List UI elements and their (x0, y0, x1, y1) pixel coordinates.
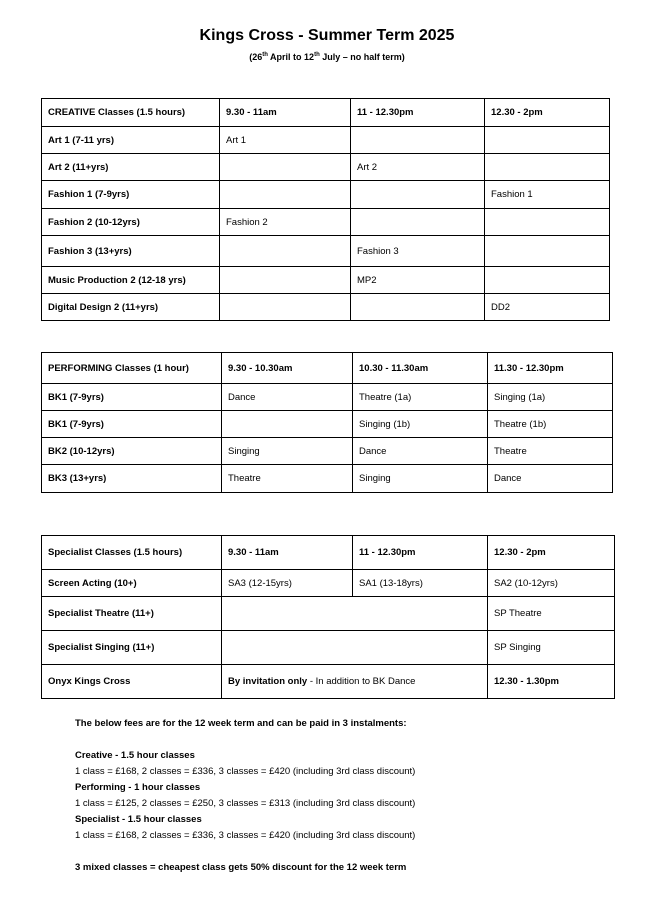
spacer (75, 844, 415, 860)
table-row (42, 465, 613, 493)
table-cell (220, 181, 351, 209)
row-label: Art 2 (11+yrs) (42, 154, 220, 181)
fee-prices: 1 class = £168, 2 classes = £336, 3 classes = £420 (including 3rd class discount) (75, 766, 416, 777)
table-cell: DD2 (485, 294, 610, 321)
row-label: Onyx Kings Cross (42, 665, 222, 699)
row-label: BK1 (7-9yrs) (42, 384, 222, 411)
table-cell (351, 209, 485, 236)
fee-prices: 1 class = £168, 2 classes = £336, 3 classes = £420 (including 3rd class discount) (75, 830, 416, 841)
table-row (42, 236, 610, 267)
column-header: 11 - 12.30pm (351, 99, 485, 127)
fees-intro: The below fees are for the 12 week term and can be paid in 3 instalments: (75, 718, 407, 729)
row-label: Art 1 (7-11 yrs) (42, 127, 220, 154)
table-cell: SA1 (13-18yrs) (353, 570, 488, 597)
invitation-note: - In addition to BK Dance (307, 676, 416, 687)
column-header: 12.30 - 2pm (485, 99, 610, 127)
term-dates-part: April to 12 (267, 52, 315, 62)
table-cell: Art 1 (220, 127, 351, 154)
fee-heading: Creative - 1.5 hour classes (75, 750, 195, 761)
table-cell: SP Singing (488, 631, 615, 665)
table-cell (351, 294, 485, 321)
table-cell: Theatre (1b) (488, 411, 613, 438)
table-cell: Dance (222, 384, 353, 411)
table-cell: Dance (488, 465, 613, 493)
table-row (42, 411, 613, 438)
mixed-discount-note: 3 mixed classes = cheapest class gets 50% discount for the 12 week term (75, 862, 407, 873)
column-header: 11.30 - 12.30pm (488, 353, 613, 384)
table-row (42, 665, 615, 699)
row-label: Fashion 3 (13+yrs) (42, 236, 220, 267)
specialist-classes-table (41, 535, 615, 699)
column-header: Specialist Classes (1.5 hours) (42, 536, 222, 570)
table-row (42, 154, 610, 181)
table-cell: Theatre (488, 438, 613, 465)
row-label: Fashion 2 (10-12yrs) (42, 209, 220, 236)
table-row (42, 597, 615, 631)
row-label: Specialist Singing (11+) (42, 631, 222, 665)
table-cell (485, 154, 610, 181)
table-cell (222, 631, 488, 665)
table-cell: Singing (353, 465, 488, 493)
table-cell (220, 294, 351, 321)
table-cell (351, 127, 485, 154)
row-label: BK2 (10-12yrs) (42, 438, 222, 465)
table-cell (485, 267, 610, 294)
table-cell: SP Theatre (488, 597, 615, 631)
table-cell (220, 236, 351, 267)
fees-section (75, 716, 415, 876)
term-dates-sup: th (314, 52, 320, 58)
table-cell (485, 236, 610, 267)
page-title: Kings Cross - Summer Term 2025 (199, 27, 455, 44)
creative-classes-table (41, 98, 610, 321)
term-dates-sup: th (262, 52, 268, 58)
table-cell: SA2 (10-12yrs) (488, 570, 615, 597)
spacer (75, 732, 415, 748)
table-row (42, 438, 613, 465)
row-label: BK1 (7-9yrs) (42, 411, 222, 438)
table-cell (220, 154, 351, 181)
table-row (42, 631, 615, 665)
table-cell: SA3 (12-15yrs) (222, 570, 353, 597)
table-header-row (42, 353, 613, 384)
table-cell (220, 267, 351, 294)
fee-heading: Specialist - 1.5 hour classes (75, 814, 202, 825)
table-cell (485, 127, 610, 154)
table-row (42, 294, 610, 321)
column-header: 10.30 - 11.30am (353, 353, 488, 384)
table-cell: Singing (1a) (488, 384, 613, 411)
column-header: 9.30 - 11am (222, 536, 353, 570)
table-cell: 12.30 - 1.30pm (488, 665, 615, 699)
table-cell: Fashion 2 (220, 209, 351, 236)
column-header: 9.30 - 10.30am (222, 353, 353, 384)
invitation-note-bold: By invitation only (228, 676, 308, 687)
table-header-row (42, 536, 615, 570)
table-cell: Art 2 (351, 154, 485, 181)
column-header: 12.30 - 2pm (488, 536, 615, 570)
fee-prices: 1 class = £125, 2 classes = £250, 3 classes = £313 (including 3rd class discount) (75, 798, 416, 809)
row-label: Fashion 1 (7-9yrs) (42, 181, 220, 209)
column-header: 9.30 - 11am (220, 99, 351, 127)
table-cell (222, 597, 488, 631)
term-dates (0, 52, 654, 62)
table-cell: Fashion 1 (485, 181, 610, 209)
table-cell: Singing (1b) (353, 411, 488, 438)
row-label: Music Production 2 (12-18 yrs) (42, 267, 220, 294)
row-label: Digital Design 2 (11+yrs) (42, 294, 220, 321)
table-row (42, 267, 610, 294)
table-header-row (42, 99, 610, 127)
table-cell: Theatre (222, 465, 353, 493)
table-cell (222, 411, 353, 438)
fee-heading: Performing - 1 hour classes (75, 782, 201, 793)
table-row (42, 209, 610, 236)
table-cell: Fashion 3 (351, 236, 485, 267)
table-row (42, 127, 610, 154)
table-cell (485, 209, 610, 236)
table-cell (222, 665, 488, 699)
table-cell: Dance (353, 438, 488, 465)
column-header: 11 - 12.30pm (353, 536, 488, 570)
table-cell: MP2 (351, 267, 485, 294)
term-dates-part: (26 (249, 52, 263, 62)
table-row (42, 570, 615, 597)
table-cell: Theatre (1a) (353, 384, 488, 411)
column-header: PERFORMING Classes (1 hour) (42, 353, 222, 384)
term-dates-part: July – no half term) (319, 52, 405, 62)
row-label: BK3 (13+yrs) (42, 465, 222, 493)
table-row (42, 181, 610, 209)
row-label: Screen Acting (10+) (42, 570, 222, 597)
row-label: Specialist Theatre (11+) (42, 597, 222, 631)
table-cell: Singing (222, 438, 353, 465)
column-header: CREATIVE Classes (1.5 hours) (42, 99, 220, 127)
table-row (42, 384, 613, 411)
performing-classes-table (41, 352, 613, 493)
table-cell (351, 181, 485, 209)
